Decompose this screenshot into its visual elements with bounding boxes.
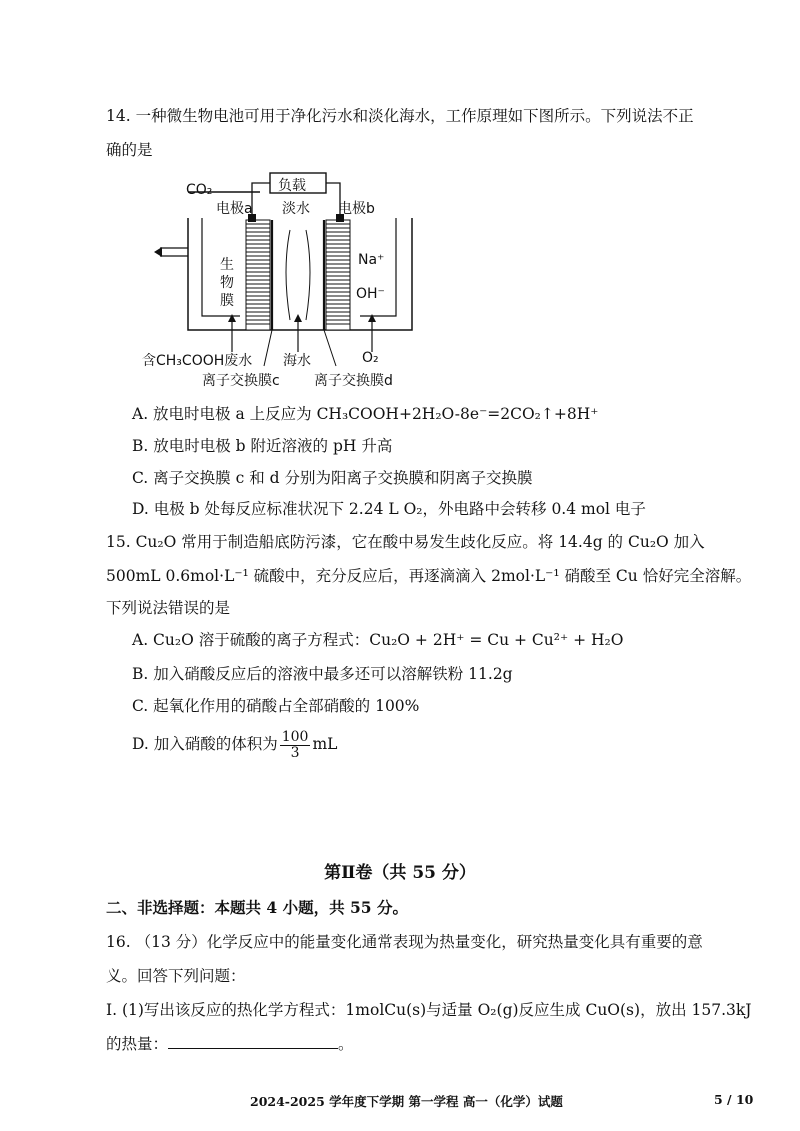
q16-line2: 义。回答下列问题： <box>106 967 246 985</box>
o2-inlet-label: O₂ <box>362 350 379 366</box>
q16-line4 <box>106 1032 354 1054</box>
q15-option-b: B. 加入硝酸反应后的溶液中最多还可以溶解铁粉 11.2g <box>132 665 513 683</box>
q14-stem-line1: 14. 一种微生物电池可用于净化污水和淡化海水，工作原理如下图所示。下列说法不正 <box>106 107 694 125</box>
load-label: 负载 <box>278 178 306 194</box>
biofilm-char-1: 生 <box>220 257 234 273</box>
oh-ion-label: OH⁻ <box>356 286 385 302</box>
section-heading: 二、非选择题：本题共 4 小题，共 55 分。 <box>106 898 408 917</box>
electrode-a-label: 电极a <box>216 201 253 217</box>
answer-blank[interactable] <box>168 1034 338 1049</box>
q16-line1: 16. （13 分）化学反应中的能量变化通常表现为热量变化，研究热量变化具有重要的意 <box>106 933 703 951</box>
q15-option-d-prefix: D. 加入硝酸的体积为 <box>132 735 278 754</box>
co2-label: CO₂ <box>186 182 213 198</box>
q14-option-d: D. 电极 b 处每反应标准状况下 2.24 L O₂，外电路中会转移 0.4 mol 电子 <box>132 500 646 518</box>
fresh-water-label: 淡水 <box>282 201 310 217</box>
membrane-c-label: 离子交换膜c <box>202 373 280 389</box>
fraction-denominator: 3 <box>290 744 300 761</box>
flow-curve-left <box>286 230 290 320</box>
left-outlet-arrow <box>154 247 162 257</box>
electrode-b-label: 电极b <box>338 201 375 217</box>
q14-option-b: B. 放电时电极 b 附近溶液的 pH 升高 <box>132 437 393 455</box>
inlet-arrow-o2-head <box>368 314 376 322</box>
q15-option-d-unit: mL <box>312 735 338 754</box>
seawater-label: 海水 <box>283 353 311 369</box>
wire-left <box>252 183 270 218</box>
fraction-numerator: 100 <box>281 729 309 745</box>
q16-line4-suffix: 。 <box>338 1035 354 1053</box>
q14-option-c: C. 离子交换膜 c 和 d 分别为阳离子交换膜和阴离子交换膜 <box>132 469 533 487</box>
q15-option-c: C. 起氧化作用的硝酸占全部硝酸的 100% <box>132 697 420 715</box>
q16-line4-prefix: 的热量： <box>106 1035 169 1053</box>
section-title: 第Ⅱ卷（共 55 分） <box>324 863 476 883</box>
q15-stem-line1: 15. Cu₂O 常用于制造船底防污漆，它在酸中易发生歧化反应。将 14.4g 的 Cu₂O 加入 <box>106 533 705 551</box>
membrane-d-pointer <box>324 330 336 366</box>
q14-option-a: A. 放电时电极 a 上反应为 CH₃COOH+2H₂O-8e⁻=2CO₂↑+8H⁺ <box>132 405 599 423</box>
q14-stem-line2: 确的是 <box>106 141 153 159</box>
volume-fraction <box>280 730 311 760</box>
flow-curve-right <box>306 230 310 320</box>
q15-option-d <box>132 730 337 760</box>
inlet-arrow-waste-head <box>228 314 236 322</box>
membrane-d-label: 离子交换膜d <box>314 373 393 389</box>
inlet-arrow-sea-head <box>294 314 302 322</box>
na-ion-label: Na⁺ <box>358 252 385 268</box>
q16-line3: I. (1)写出该反应的热化学方程式：1molCu(s)与适量 O₂(g)反应生成 CuO(s)，放出 157.3kJ <box>106 1001 752 1019</box>
biofilm-char-2: 物 <box>220 275 234 291</box>
wastewater-label: 含CH₃COOH废水 <box>142 353 253 369</box>
q15-stem-line2: 500mL 0.6mol·L⁻¹ 硫酸中，充分反应后，再逐滴滴入 2mol·L⁻¹ 硝酸至 Cu 恰好完全溶解。 <box>106 567 752 585</box>
footer-text: 2024-2025 学年度下学期 第一学程 高一（化学）试题 <box>250 1094 563 1109</box>
page-number: 5 / 10 <box>714 1092 754 1107</box>
q15-option-a: A. Cu₂O 溶于硫酸的离子方程式：Cu₂O + 2H⁺ = Cu + Cu²⁺ + H₂O <box>132 631 624 649</box>
membrane-c-pointer <box>264 330 272 366</box>
biofilm-char-3: 膜 <box>220 293 234 309</box>
q15-stem-line3: 下列说法错误的是 <box>106 599 231 617</box>
